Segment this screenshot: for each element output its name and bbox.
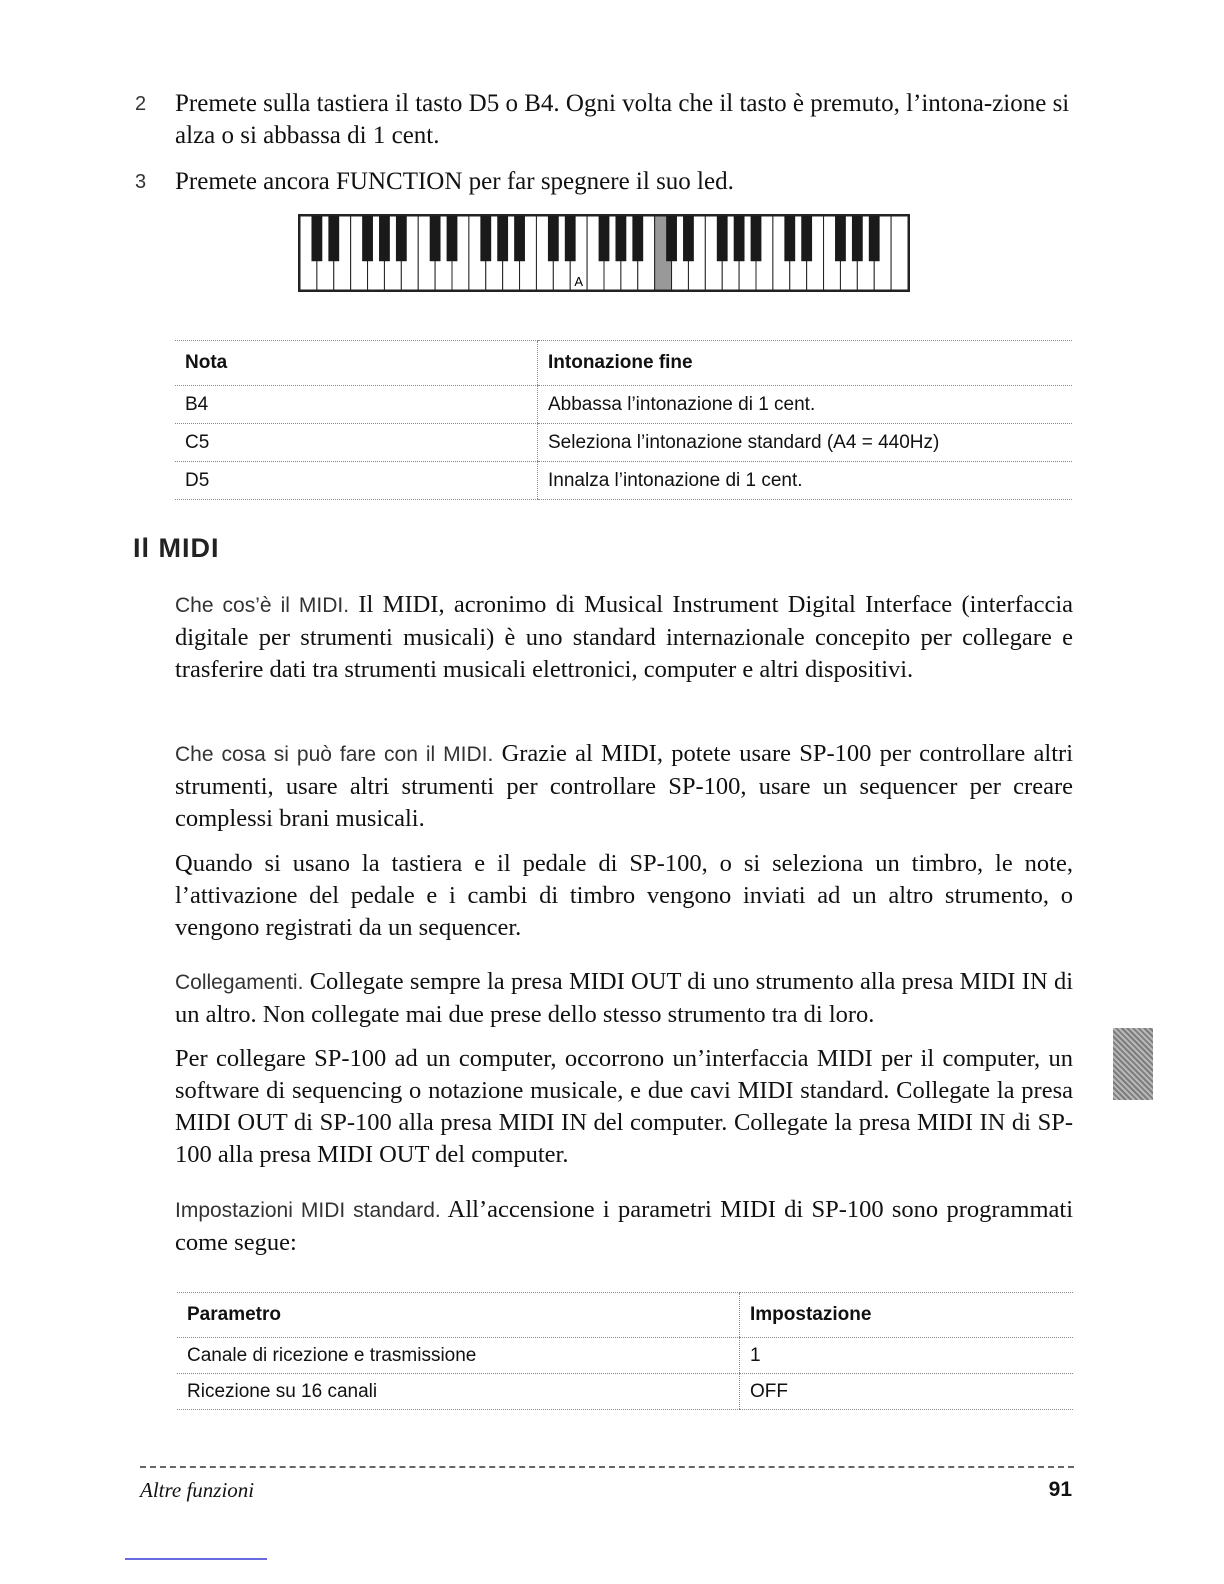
tuning-cell: Seleziona l’intonazione standard (A4 = 440Hz) [538, 424, 1073, 462]
table-row [177, 1374, 1073, 1410]
tuning-cell: Innalza l’intonazione di 1 cent. [538, 462, 1073, 500]
white-key [891, 216, 908, 290]
key-marker-label: A [574, 274, 584, 289]
black-key [480, 216, 491, 261]
step-text: Premete ancora FUNCTION per far spegnere il suo led. [175, 168, 734, 195]
keyboard-illustration [298, 214, 910, 292]
setting-cell: 1 [740, 1338, 1074, 1374]
note-cell: D5 [175, 462, 538, 500]
footer-divider [140, 1466, 1074, 1468]
tuning-cell: Abbassa l’intonazione di 1 cent. [538, 386, 1073, 424]
black-key [717, 216, 728, 261]
black-key [497, 216, 508, 261]
black-key [751, 216, 762, 261]
page-number: 91 [1048, 1478, 1072, 1501]
paragraph-lead: Che cosa si può fare con il MIDI. [175, 743, 494, 766]
black-key [632, 216, 643, 261]
step-number: 3 [135, 171, 147, 193]
black-key [362, 216, 373, 261]
section-heading: Il MIDI [133, 533, 220, 563]
table-row [175, 386, 1072, 424]
paragraph-connections [175, 966, 1073, 1031]
column-header-setting: Impostazione [740, 1293, 1074, 1338]
black-key [599, 216, 610, 261]
footer-section-title: Altre funzioni [140, 1478, 255, 1502]
paragraph-text: Collegate sempre la presa MIDI OUT di uno strumento alla presa MIDI IN di un altro. Non collegate mai due prese dello stesso strumento tra di loro. [175, 968, 1073, 1028]
black-key [683, 216, 694, 261]
black-key [784, 216, 795, 261]
black-key [447, 216, 458, 261]
note-cell: C5 [175, 424, 538, 462]
black-key [835, 216, 846, 261]
bottom-rule [125, 1558, 267, 1560]
black-key [430, 216, 441, 261]
black-key [311, 216, 322, 261]
black-key [514, 216, 525, 261]
parameter-cell: Canale di ricezione e trasmissione [177, 1338, 740, 1374]
note-cell: B4 [175, 386, 538, 424]
black-key [396, 216, 407, 261]
paragraph-text: All’accensione i parametri MIDI di SP-100 sono programmati come segue: [175, 1196, 1073, 1256]
paragraph-computer-connection [175, 1043, 1073, 1171]
black-key [379, 216, 390, 261]
paragraph-lead: Collegamenti. [175, 971, 304, 994]
black-key [852, 216, 863, 261]
black-key [565, 216, 576, 261]
paragraph-text: Il MIDI, acronimo di Musical Instrument Digital Interface (interfaccia digitale per strumenti musicali) è uno standard internazionale concepito per collegare e trasferire dati tra strumenti musicali elettronici, computer e altri dispositivi. [175, 591, 1073, 683]
table-row [175, 462, 1072, 500]
step-number: 2 [135, 93, 147, 115]
midi-settings-table [177, 1292, 1073, 1410]
paragraph-text: Grazie al MIDI, potete usare SP-100 per controllare altri strumenti, usare altri strumenti per controllare SP-100, usare un sequencer per creare complessi brani musicali. [175, 740, 1073, 832]
paragraph-standard-settings [175, 1194, 1073, 1259]
column-header-parameter: Parametro [177, 1293, 740, 1338]
paragraph-what-midi-can-do [175, 738, 1073, 835]
black-key [869, 216, 880, 261]
black-key [615, 216, 626, 261]
column-header-note: Nota [175, 341, 538, 386]
table-row [177, 1338, 1073, 1374]
black-key [666, 216, 677, 261]
paragraph-text: Per collegare SP-100 ad un computer, occorrono un’interfaccia MIDI per il computer, un software di sequencing o notazione musicale, e due cavi MIDI standard. Collegate la presa MIDI OUT di SP-100 alla presa MIDI IN del computer. Collegate la presa MIDI IN di SP-100 alla presa MIDI OUT del computer. [175, 1045, 1073, 1168]
paragraph-lead: Che cos’è il MIDI. [175, 594, 350, 617]
step-text: Premete sulla tastiera il tasto D5 o B4. Ogni volta che il tasto è premuto, l’intona-zione si alza o si abbassa di 1 cent. [175, 90, 1070, 149]
paragraph-text: Quando si usano la tastiera e il pedale di SP-100, o si seleziona un timbro, le note, l’attivazione del pedale e i cambi di timbro vengono inviati ad un altro strumento, o vengono registrati da un sequencer. [175, 850, 1073, 941]
paragraph-what-is-midi [175, 589, 1073, 686]
paragraph-usage [175, 848, 1073, 944]
parameter-cell: Ricezione su 16 canali [177, 1374, 740, 1410]
chapter-tab-marker [1113, 1028, 1153, 1100]
setting-cell: OFF [740, 1374, 1074, 1410]
table-row [175, 424, 1072, 462]
black-key [801, 216, 812, 261]
black-key [548, 216, 559, 261]
paragraph-lead: Impostazioni MIDI standard. [175, 1199, 441, 1222]
fine-tuning-table [175, 340, 1072, 500]
black-key [328, 216, 339, 261]
black-key [734, 216, 745, 261]
column-header-fine-tuning: Intonazione fine [538, 341, 1073, 386]
